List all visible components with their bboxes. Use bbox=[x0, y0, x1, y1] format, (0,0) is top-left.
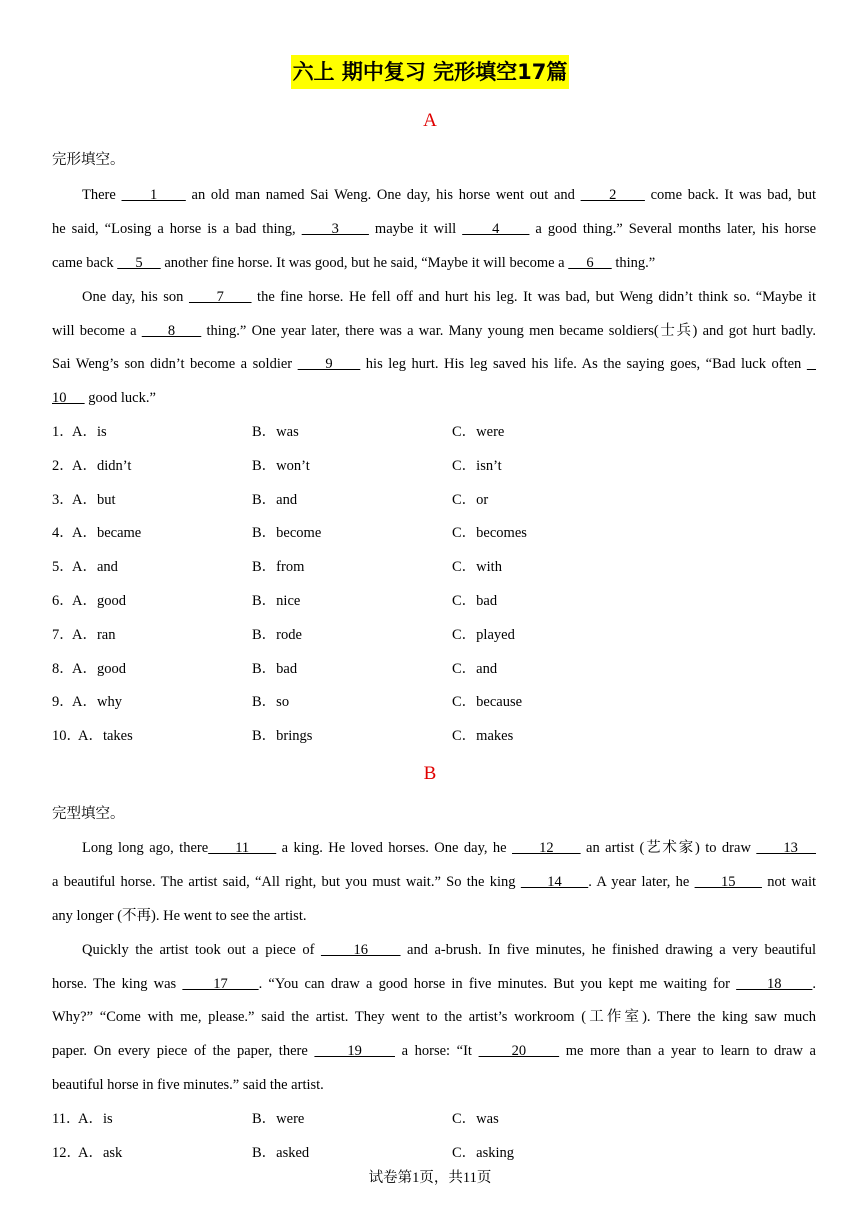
option-a: A．ran bbox=[72, 627, 116, 643]
question-number: 8． bbox=[52, 661, 74, 677]
option-c: C．makes bbox=[452, 728, 514, 744]
option-b: B．from bbox=[252, 559, 305, 575]
question-number: 3． bbox=[52, 492, 74, 508]
option-c: C．bad bbox=[452, 593, 498, 609]
passage-text: his leg hurt. His leg saved his life. As the saying goes, “Bad luck often bbox=[360, 356, 807, 372]
question-number: 4． bbox=[52, 525, 74, 541]
option-a: A．why bbox=[72, 694, 122, 710]
answer-blank: 5 bbox=[117, 255, 161, 271]
passage-text: another fine horse. It was good, but he said, “Maybe it will become a bbox=[160, 255, 569, 271]
option-b: B．won’t bbox=[252, 458, 310, 474]
option-a: A．and bbox=[72, 559, 118, 575]
passage-text: come back. It was bad, but bbox=[644, 187, 817, 203]
passage-text: Long long ago, there bbox=[82, 840, 209, 856]
option-b: B．bad bbox=[252, 661, 298, 677]
passage-line bbox=[52, 872, 816, 892]
passage-text: a horse: “It bbox=[394, 1043, 479, 1059]
passage-text: . “You can draw a good horse in five minutes. But you kept me waiting for bbox=[258, 976, 737, 992]
passage-text: horse. The king was bbox=[52, 976, 183, 992]
option-b: B．rode bbox=[252, 627, 302, 643]
question-number: 6． bbox=[52, 593, 74, 609]
answer-blank: 12 bbox=[512, 840, 581, 856]
passage-text: me more than a year to learn to draw a bbox=[559, 1043, 816, 1059]
option-a: A．is bbox=[72, 424, 107, 440]
passage-text: not wait bbox=[761, 874, 817, 890]
passage-text: Sai Weng’s son didn’t become a soldier bbox=[52, 356, 298, 372]
option-a: A．didn’t bbox=[72, 458, 132, 474]
answer-blank: 8 bbox=[141, 323, 202, 339]
option-b: B．brings bbox=[252, 728, 313, 744]
passage-text: a king. He loved horses. One day, he bbox=[276, 840, 513, 856]
title-container bbox=[0, 55, 860, 89]
option-b: B．asked bbox=[252, 1145, 310, 1161]
passage-text: beautiful horse in five minutes.” said the artist. bbox=[52, 1077, 324, 1093]
page-title: 六上 期中复习 完形填空17篇 bbox=[291, 55, 570, 89]
option-c: C．was bbox=[452, 1111, 499, 1127]
section-instruction: 完形填空。 bbox=[52, 152, 125, 168]
option-b: B．nice bbox=[252, 593, 301, 609]
option-a: A．good bbox=[72, 593, 126, 609]
passage-text: paper. On every piece of the paper, there bbox=[52, 1043, 315, 1059]
question-number: 9． bbox=[52, 694, 74, 710]
passage-text: came back bbox=[52, 255, 118, 271]
passage-text: There bbox=[82, 187, 122, 203]
option-c: C．were bbox=[452, 424, 505, 440]
passage-text: Why?” “Come with me, please.” said the artist. They went to the artist’s workroom (工作室). There the king saw much bbox=[52, 1009, 816, 1025]
option-c: C．asking bbox=[452, 1145, 515, 1161]
passage-text: maybe it will bbox=[368, 221, 463, 237]
passage-text: . bbox=[812, 976, 817, 992]
question-number: 1． bbox=[52, 424, 74, 440]
passage-text: Quickly the artist took out a piece of bbox=[82, 942, 321, 958]
question-number: 5． bbox=[52, 559, 74, 575]
answer-blank bbox=[807, 356, 816, 372]
passage-text: he said, “Losing a horse is a bad thing, bbox=[52, 221, 302, 237]
section-instruction: 完型填空。 bbox=[52, 806, 125, 822]
option-c: C．becomes bbox=[452, 525, 527, 541]
passage-text: a good thing.” Several months later, his horse bbox=[529, 221, 817, 237]
option-a: A．but bbox=[72, 492, 116, 508]
option-a: A．takes bbox=[78, 728, 133, 744]
passage-line bbox=[82, 287, 816, 307]
option-c: C．played bbox=[452, 627, 515, 643]
passage-text: will become a bbox=[52, 323, 142, 339]
passage-line bbox=[52, 974, 816, 994]
passage-text: an artist (艺术家) to draw bbox=[580, 840, 757, 856]
answer-blank: 1 bbox=[121, 187, 186, 203]
answer-blank: 11 bbox=[208, 840, 277, 856]
answer-blank: 3 bbox=[301, 221, 369, 237]
passage-text: good luck.” bbox=[84, 390, 156, 406]
question-number: 2． bbox=[52, 458, 74, 474]
option-a: A．good bbox=[72, 661, 126, 677]
option-a: A．ask bbox=[78, 1145, 123, 1161]
answer-blank: 10 bbox=[52, 390, 85, 406]
answer-blank: 15 bbox=[694, 874, 762, 890]
passage-line bbox=[82, 838, 816, 858]
passage-text: One day, his son bbox=[82, 289, 189, 305]
answer-blank: 16 bbox=[320, 942, 401, 958]
option-c: C．and bbox=[452, 661, 498, 677]
answer-blank: 4 bbox=[462, 221, 530, 237]
answer-blank: 6 bbox=[568, 255, 612, 271]
option-c: C．or bbox=[452, 492, 489, 508]
option-c: C．isn’t bbox=[452, 458, 502, 474]
option-b: B．was bbox=[252, 424, 299, 440]
answer-blank: 7 bbox=[188, 289, 252, 305]
question-number: 12． bbox=[52, 1145, 81, 1161]
option-a: A．is bbox=[78, 1111, 113, 1127]
page-footer: 试卷第1页，共11页 bbox=[368, 1170, 492, 1186]
section-heading: A bbox=[423, 110, 437, 131]
passage-line bbox=[82, 185, 816, 205]
passage-line bbox=[52, 253, 816, 273]
answer-blank: 9 bbox=[297, 356, 361, 372]
option-b: B．become bbox=[252, 525, 322, 541]
option-b: B．and bbox=[252, 492, 298, 508]
question-number: 11． bbox=[52, 1111, 81, 1127]
passage-line bbox=[52, 354, 816, 374]
passage-text: and a-brush. In five minutes, he finished drawing a very beautiful bbox=[400, 942, 817, 958]
passage-text: . A year later, he bbox=[588, 874, 695, 890]
answer-blank: 17 bbox=[182, 976, 259, 992]
passage-line bbox=[52, 1041, 816, 1061]
passage-line bbox=[52, 1075, 816, 1095]
option-b: B．so bbox=[252, 694, 290, 710]
passage-line bbox=[52, 1007, 816, 1027]
passage-line bbox=[52, 388, 816, 408]
option-b: B．were bbox=[252, 1111, 305, 1127]
question-number: 10． bbox=[52, 728, 81, 744]
option-c: C．because bbox=[452, 694, 523, 710]
passage-text: any longer (不再). He went to see the artist. bbox=[52, 908, 307, 924]
passage-line bbox=[52, 321, 816, 341]
answer-blank: 2 bbox=[580, 187, 645, 203]
answer-blank: 14 bbox=[520, 874, 589, 890]
answer-blank: 13 bbox=[756, 840, 817, 856]
passage-line bbox=[52, 219, 816, 239]
passage-text: thing.” One year later, there was a war. Many young men became soldiers(士兵) and got hurt badly. bbox=[201, 323, 816, 339]
section-heading: B bbox=[423, 763, 437, 784]
passage-text: the fine horse. He fell off and hurt his leg. It was bad, but Weng didn’t think so. “Maybe it bbox=[251, 289, 817, 305]
passage-text: thing.” bbox=[611, 255, 656, 271]
option-a: A．became bbox=[72, 525, 142, 541]
passage-line bbox=[52, 906, 816, 926]
answer-blank: 19 bbox=[314, 1043, 395, 1059]
answer-blank: 20 bbox=[478, 1043, 560, 1059]
passage-line bbox=[82, 940, 816, 960]
answer-blank: 18 bbox=[736, 976, 813, 992]
question-number: 7． bbox=[52, 627, 74, 643]
option-c: C．with bbox=[452, 559, 502, 575]
passage-text: a beautiful horse. The artist said, “All right, but you must wait.” So the king bbox=[52, 874, 521, 890]
passage-text: an old man named Sai Weng. One day, his horse went out and bbox=[185, 187, 581, 203]
